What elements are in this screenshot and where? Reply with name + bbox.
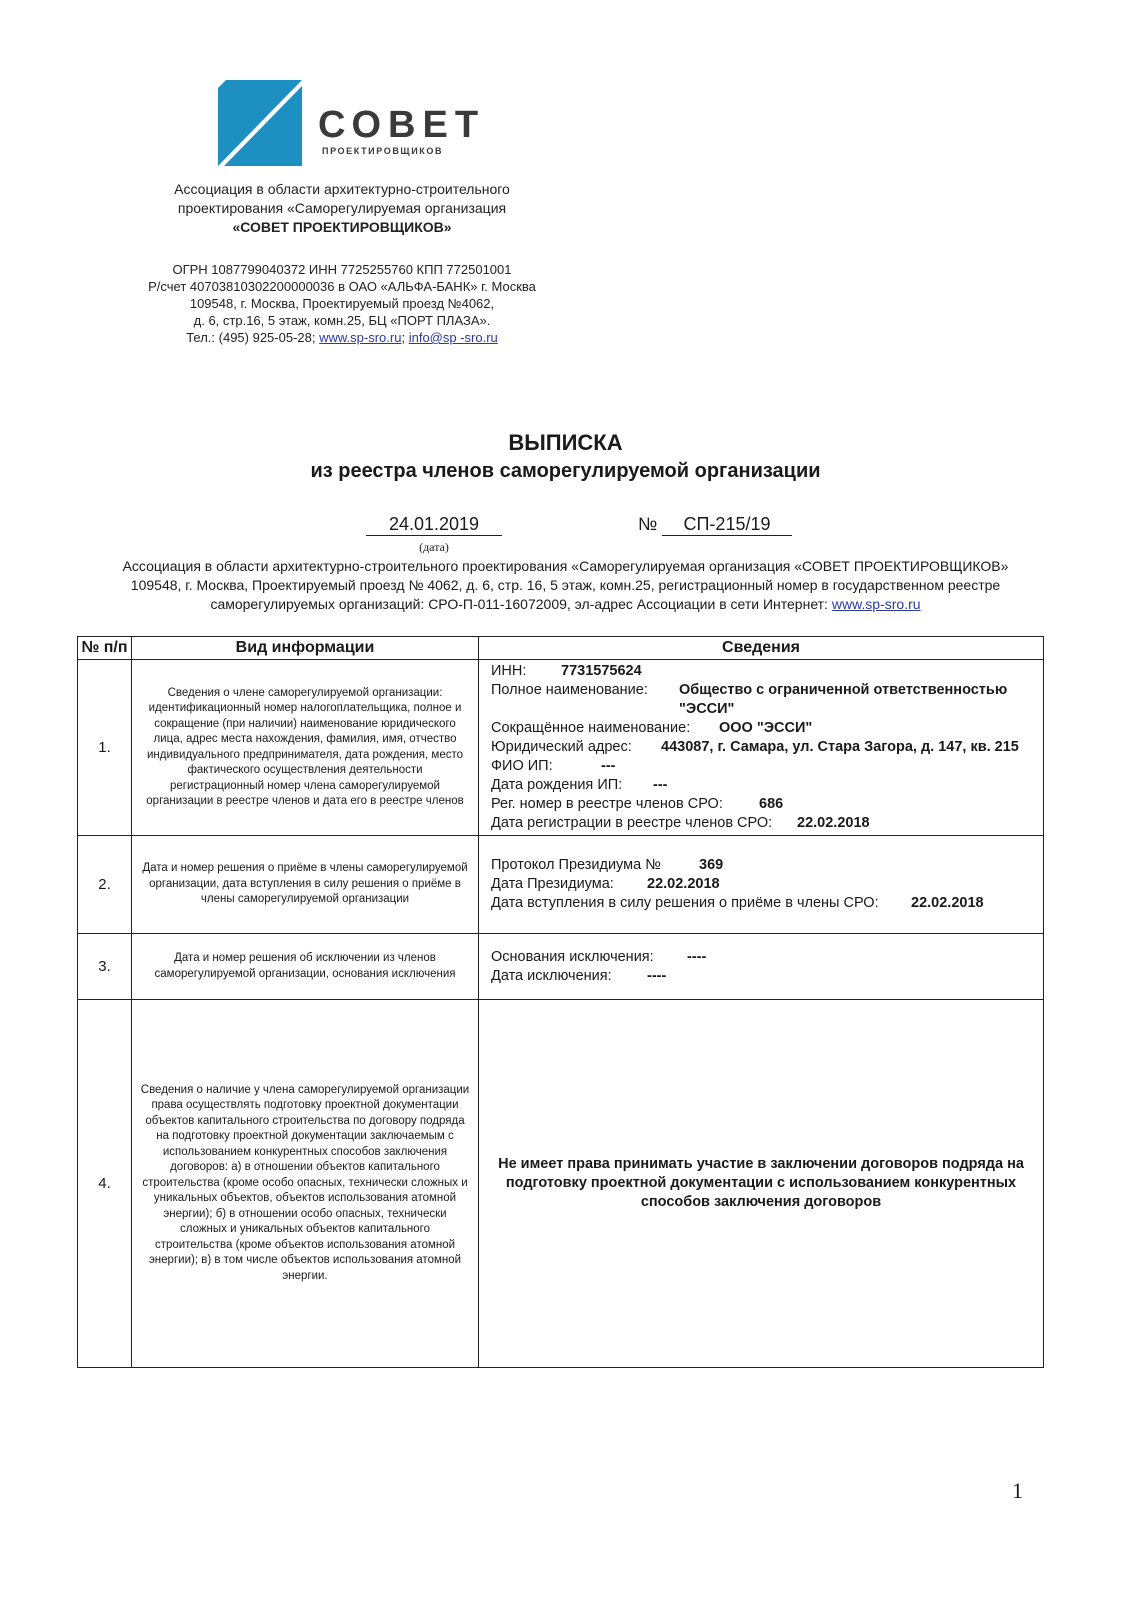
document-date: 24.01.2019 [366,514,502,536]
number-sign: № [638,514,658,534]
inn-value: 7731575624 [561,663,642,679]
protocol-label: Протокол Президиума № [491,857,661,873]
exclusion-basis-label: Основания исключения: [491,948,654,965]
intro-line-2: 109548, г. Москва, Проектируемый проезд № 4062, д. 6, стр. 16, 5 этаж, комн.25, регистрационный номер в государственном реестре [130,577,1001,593]
row-3-num: 3. [78,934,132,1000]
reg-date-label: Дата регистрации в реестре членов СРО: [491,815,773,831]
exclusion-date-label: Дата исключения: [491,967,612,984]
header-num: № п/п [78,637,132,660]
org-name-line-2: проектирования «Саморегулируемая организация [177,200,507,216]
logo-wordmark: СОВЕТ [318,104,486,146]
exclusion-date-value: ---- [647,967,667,984]
row-1-num: 1. [78,660,132,836]
table-row [78,1000,1044,1368]
effective-date-label: Дата вступления в силу решения о приёме в члены СРО: [491,895,879,911]
page-number: 1 [1012,1478,1023,1503]
table-row [78,836,1044,934]
document-title: ВЫПИСКА [508,430,623,455]
row-4-kind: Сведения о наличие у члена саморегулируемой организации права осуществлять подготовку проектной документации объектов капитального строительства по договору подряда на подготовку проектной документации заключаемым с использованием конкурентных способов заключения договоров: а) в отношении объектов капитального строительства (кроме особо опасных, технически сложных и уникальных объектов, объектов использования атомной энергии); б) в отношении особо опасных, технически сложных и уникальных объектов капитального строительства (кроме объектов использования атомной энергии); в) в том числе объектов использования атомной энергии. [132,1000,479,1368]
row-1-kind: Сведения о члене саморегулируемой организации: идентификационный номер налогоплательщика, полное и сокращение (при наличии) наименование юридического лица, адрес места нахождения, фамилия, имя, отчество индивидуального предпринимателя, дата рождения, место фактического осуществления деятельности регистрационный номер члена саморегулируемой организации в реестре членов и дата его в реестре членов [132,660,479,836]
header-info: Сведения [479,637,1044,660]
presidium-date-label: Дата Президиума: [491,876,614,892]
row-2-info [479,836,1044,934]
birth-value: --- [653,777,668,793]
org-name-line-3: «СОВЕТ ПРОЕКТИРОВЩИКОВ» [232,219,452,235]
row-4-info [479,1000,1044,1368]
address-label: Юридический адрес: [491,739,632,755]
date-caption: (дата) [419,540,449,554]
intro-line-1: Ассоциация в области архитектурно-строительного проектирования «Саморегулируемая организация «СОВЕТ ПРОЕКТИРОВЩИКОВ» [122,558,1009,574]
contact-separator: ; [401,330,406,345]
org-contacts [0,329,692,346]
protocol-value: 369 [699,857,724,873]
reg-number-label: Рег. номер в реестре членов СРО: [491,796,723,812]
fio-value: --- [601,758,616,774]
fio-label: ФИО ИП: [491,758,553,774]
birth-label: Дата рождения ИП: [491,777,623,793]
table-row [78,934,1044,1000]
row-4-num: 4. [78,1000,132,1368]
full-name-label: Полное наименование: [491,682,648,698]
short-name-value: ООО "ЭССИ" [719,720,813,736]
org-address-1: 109548, г. Москва, Проектируемый проезд №4062, [189,296,495,311]
org-requisites-1: ОГРН 1087799040372 ИНН 7725255760 КПП 772501001 [172,262,512,277]
intro-site-link[interactable]: www.sp-sro.ru [831,596,921,612]
table-header-row [78,637,1044,660]
header-kind: Вид информации [132,637,479,660]
table-row [78,660,1044,836]
row-4-info-text: Не имеет права принимать участие в заключении договоров подряда на подготовку проектной документации с использованием конкурентных способов заключения договоров [498,1156,1024,1210]
row-1-info [479,660,1044,836]
inn-label: ИНН: [491,663,527,679]
sovet-logo-icon [218,80,302,166]
org-requisites-2: Р/счет 40703810302200000036 в ОАО «АЛЬФА-БАНК» г. Москва [148,279,536,294]
row-3-info [479,934,1044,1000]
registry-table [77,636,1044,1368]
intro-line-3-text: саморегулируемых организаций: СРО-П-011-16072009, эл-адрес Ассоциации в сети Интернет: [210,596,828,612]
row-2-num: 2. [78,836,132,934]
exclusion-basis-value: ---- [687,948,707,965]
full-name-value: Общество с ограниченной ответственностью "ЭССИ" [679,682,1008,717]
address-value: 443087, г. Самара, ул. Стара Загора, д. 147, кв. 215 [661,739,1019,755]
short-name-label: Сокращённое наименование: [491,720,691,736]
intro-line-3 [40,595,1091,614]
row-2-kind: Дата и номер решения о приёме в члены саморегулируемой организации, дата вступления в силу решения о приёме в члены саморегулируемой организации [132,836,479,934]
row-3-kind: Дата и номер решения об исключении из членов саморегулируемой организации, основания исключения [132,934,479,1000]
document-subtitle: из реестра членов саморегулируемой организации [310,460,821,482]
reg-number-value: 686 [759,796,784,812]
presidium-date-value: 22.02.2018 [647,876,720,892]
effective-date-value: 22.02.2018 [911,895,984,911]
org-name-line-1: Ассоциация в области архитектурно-строительного [174,181,510,197]
org-site-link[interactable]: www.sp-sro.ru [319,330,402,345]
org-email-link[interactable]: info@sp -sro.ru [408,330,498,345]
reg-date-value: 22.02.2018 [797,815,870,831]
logo-subtitle: ПРОЕКТИРОВЩИКОВ [322,146,444,156]
org-address-2: д. 6, стр.16, 5 этаж, комн.25, БЦ «ПОРТ ПЛАЗА». [193,313,491,328]
org-phone: Тел.: (495) 925-05-28; [186,330,316,345]
document-number: СП-215/19 [662,514,792,536]
